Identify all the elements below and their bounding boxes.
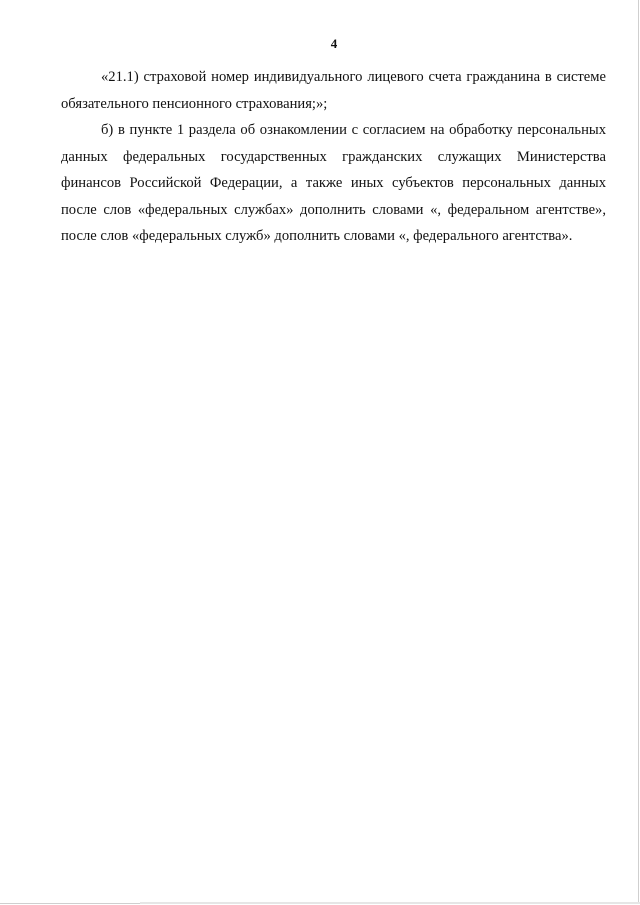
scan-edge-shadow xyxy=(140,902,640,904)
text-line: финансов Российской Федерации, а также иных субъектов персональных данных xyxy=(61,175,606,191)
text-line: «21.1) страховой номер индивидуального лицевого счета гражданина в системе xyxy=(101,69,606,85)
page-number: 4 xyxy=(330,36,338,51)
document-body xyxy=(61,64,606,250)
paragraph-item-b xyxy=(61,117,606,250)
text-line: обязательного пенсионного страхования;»; xyxy=(61,95,328,112)
text-line: данных федеральных государственных гражданских служащих Министерства xyxy=(61,148,606,165)
text-line: после слов «федеральных службах» дополнить словами «, федеральном агентстве», xyxy=(61,201,606,218)
paragraph-item-21-1 xyxy=(61,64,606,117)
text-line: б) в пункте 1 раздела об ознакомлении с согласием на обработку персональных xyxy=(101,122,606,138)
text-line: после слов «федеральных служб» дополнить словами «, федерального агентства». xyxy=(61,228,573,244)
